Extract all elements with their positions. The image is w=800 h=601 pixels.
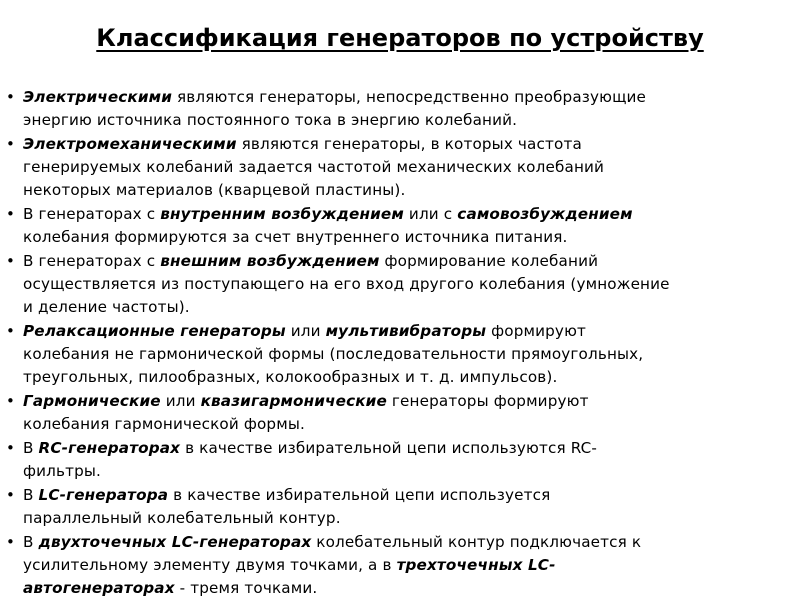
text-line [23, 366, 790, 389]
bullet-item [6, 250, 790, 319]
text-segment: в качестве избирательной цепи используются RC- [180, 439, 598, 457]
text-segment: являются генераторы, непосредственно преобразующие [172, 88, 647, 106]
text-line [23, 554, 790, 577]
text-segment: генераторы формируют [386, 392, 589, 410]
text-line [23, 273, 790, 296]
text-line [23, 484, 790, 507]
emphasized-term: Гармонические [23, 392, 161, 410]
emphasized-term: внешним возбуждением [160, 252, 380, 270]
text-segment: и деление частоты). [23, 298, 190, 316]
bullet-item [6, 531, 790, 600]
text-segment: усилительному элементу двумя точками, а в [23, 556, 397, 574]
text-segment: формирование колебаний [379, 252, 599, 270]
text-segment: некоторых материалов (кварцевой пластины). [23, 181, 406, 199]
bullet-marker: • [6, 439, 15, 457]
text-line [23, 86, 790, 109]
text-segment: треугольных, пилообразных, колокообразных и т. д. импульсов). [23, 368, 558, 386]
text-line [23, 203, 790, 226]
bullet-item [6, 437, 790, 483]
text-segment: осуществляется из поступающего на его вход другого колебания (умножение [23, 275, 670, 293]
text-line [23, 296, 790, 319]
text-segment: В [23, 439, 39, 457]
text-segment: или с [403, 205, 458, 223]
text-line [23, 531, 790, 554]
bullet-marker: • [6, 486, 15, 504]
emphasized-term: Электрическими [23, 88, 173, 106]
bullet-item [6, 203, 790, 249]
bullet-marker: • [6, 392, 15, 410]
emphasized-term: мультивибраторы [325, 322, 487, 340]
bullet-marker: • [6, 252, 15, 270]
text-segment: в качестве избирательной цепи используется [168, 486, 551, 504]
bullet-marker: • [6, 533, 15, 551]
bullet-marker: • [6, 205, 15, 223]
text-segment: В [23, 486, 39, 504]
text-line [23, 437, 790, 460]
text-segment: энергию источника постоянного тока в энергию колебаний. [23, 111, 518, 129]
text-segment: В [23, 533, 39, 551]
text-line [23, 343, 790, 366]
emphasized-term: двухточечных LC-генераторах [38, 533, 312, 551]
bullet-item [6, 484, 790, 530]
text-segment: колебания гармонической формы. [23, 415, 305, 433]
emphasized-term: Электромеханическими [23, 135, 237, 153]
bullet-marker: • [6, 135, 15, 153]
page-title: Классификация генераторов по устройству [96, 24, 704, 52]
text-line [23, 507, 790, 530]
bullet-item [6, 86, 790, 132]
emphasized-term: Релаксационные генераторы [23, 322, 286, 340]
text-line [23, 133, 790, 156]
bullet-list [6, 86, 790, 601]
text-line [23, 577, 790, 600]
bullet-marker: • [6, 88, 15, 106]
bullet-marker: • [6, 322, 15, 340]
text-line [23, 320, 790, 343]
text-line [23, 156, 790, 179]
bullet-item [6, 133, 790, 202]
emphasized-term: квазигармонические [200, 392, 387, 410]
bullet-item [6, 390, 790, 436]
emphasized-term: самовозбуждением [457, 205, 633, 223]
emphasized-term: автогенераторах [23, 579, 175, 597]
text-segment: параллельный колебательный контур. [23, 509, 341, 527]
bullet-item [6, 320, 790, 389]
text-line [23, 460, 790, 483]
text-segment: В генераторах с [23, 205, 161, 223]
emphasized-term: внутренним возбуждением [160, 205, 404, 223]
text-line [23, 109, 790, 132]
text-line [23, 413, 790, 436]
emphasized-term: RC-генераторах [38, 439, 181, 457]
text-line [23, 250, 790, 273]
text-segment: или [285, 322, 326, 340]
text-segment: формируют [486, 322, 587, 340]
text-segment: В генераторах с [23, 252, 161, 270]
text-segment: - тремя точками. [174, 579, 318, 597]
text-segment: колебания формируются за счет внутреннего источника питания. [23, 228, 568, 246]
text-segment: генерируемых колебаний задается частотой механических колебаний [23, 158, 605, 176]
text-line [23, 226, 790, 249]
text-segment: являются генераторы, в которых частота [236, 135, 582, 153]
text-line [23, 179, 790, 202]
emphasized-term: LC-генератора [38, 486, 169, 504]
text-segment: колебательный контур подключается к [311, 533, 642, 551]
text-segment: или [160, 392, 201, 410]
emphasized-term: трехточечных LC- [396, 556, 556, 574]
text-segment: колебания не гармонической формы (последовательности прямоугольных, [23, 345, 644, 363]
text-line [23, 390, 790, 413]
text-segment: фильтры. [23, 462, 102, 480]
